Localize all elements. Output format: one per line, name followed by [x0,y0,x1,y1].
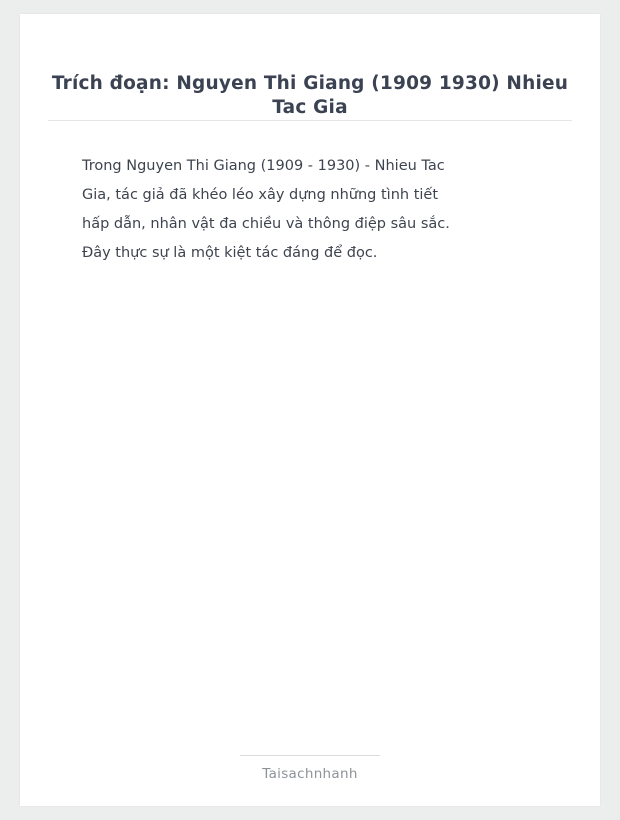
body-line: Gia, tác giả đã khéo léo xây dựng những tình tiết [82,187,439,203]
footer-source-label: Taisachnhanh [262,766,358,782]
document-page [20,14,600,806]
body-line: hấp dẫn, nhân vật đa chiều và thông điệp sâu sắc. [82,216,450,232]
footer-divider [240,755,380,756]
title-divider [48,120,572,121]
page-footer [20,755,600,782]
body-line: Đây thực sự là một kiệt tác đáng để đọc. [82,245,378,261]
document-body [82,152,502,268]
body-line: Trong Nguyen Thi Giang (1909 - 1930) - Nhieu Tac [82,158,445,174]
page-title: Trích đoạn: Nguyen Thi Giang (1909 1930) Nhieu Tac Gia [51,73,569,119]
